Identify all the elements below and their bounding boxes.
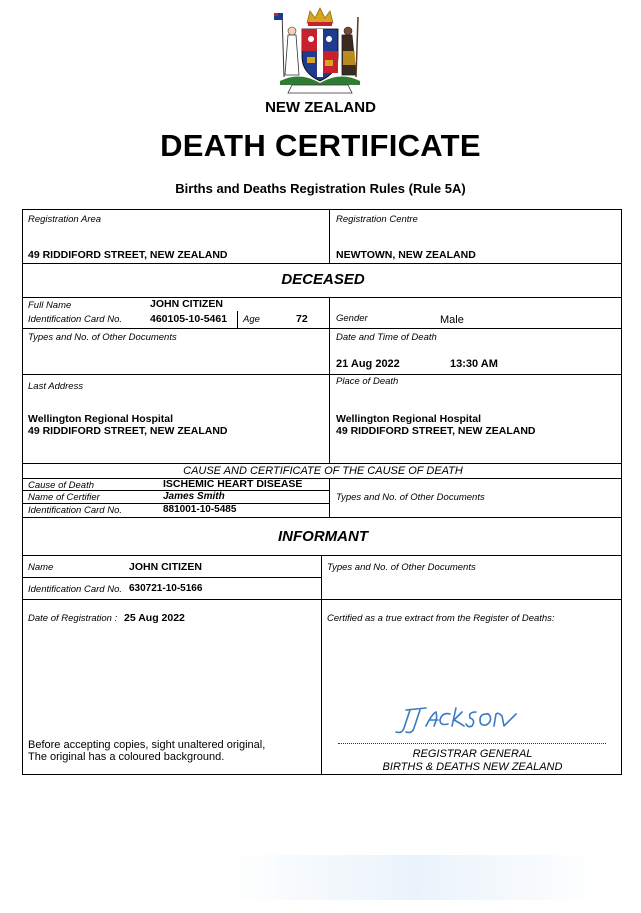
notice-line2: The original has a coloured background.: [28, 751, 225, 763]
coat-of-arms-icon: [270, 5, 370, 97]
last-address-line2: 49 RIDDIFORD STREET, NEW ZEALAND: [28, 425, 228, 437]
divider: [23, 328, 621, 329]
divider: [329, 210, 330, 263]
certifier-value: James Smith: [163, 491, 225, 502]
divider: [329, 297, 330, 463]
informant-heading: INFORMANT: [278, 528, 368, 545]
page-title: DEATH CERTIFICATE: [160, 128, 481, 163]
deceased-id-value: 460105-10-5461: [150, 313, 228, 325]
notice-line1: Before accepting copies, sight unaltered original,: [28, 739, 266, 751]
certificate-table: [22, 209, 622, 775]
registration-centre-value: NEWTOWN, NEW ZEALAND: [336, 249, 476, 261]
gender-value: Male: [440, 314, 464, 326]
registration-centre-label: Registration Centre: [336, 214, 418, 225]
registration-area-label: Registration Area: [28, 214, 102, 225]
last-address-line1: Wellington Regional Hospital: [28, 413, 174, 425]
rules-subtitle: Births and Deaths Registration Rules (Rule 5A): [175, 181, 466, 196]
divider: [23, 297, 621, 298]
age-value: 72: [296, 313, 308, 325]
cause-label: Cause of Death: [28, 480, 95, 491]
registrar-title: REGISTRAR GENERAL: [412, 748, 533, 760]
deceased-other-docs-label: Types and No. of Other Documents: [28, 332, 177, 343]
certifier-id-label: Identification Card No.: [28, 505, 122, 516]
divider: [23, 599, 621, 600]
divider: [23, 577, 321, 578]
full-name-value: JOHN CITIZEN: [150, 298, 223, 310]
full-name-label: Full Name: [28, 300, 72, 311]
last-address-label: Last Address: [28, 381, 84, 392]
certified-statement: Certified as a true extract from the Register of Deaths:: [327, 613, 555, 624]
divider: [23, 478, 621, 479]
certifier-label: Name of Certifier: [28, 492, 100, 503]
age-label: Age: [243, 314, 260, 325]
cause-other-docs-label: Types and No. of Other Documents: [336, 492, 485, 503]
place-of-death-line2: 49 RIDDIFORD STREET, NEW ZEALAND: [336, 425, 536, 437]
place-of-death-label: Place of Death: [336, 376, 399, 387]
deceased-id-label: Identification Card No.: [28, 314, 122, 325]
divider: [23, 263, 621, 264]
country-heading: NEW ZEALAND: [265, 99, 376, 116]
divider: [23, 463, 621, 464]
place-of-death-line1: Wellington Regional Hospital: [336, 413, 482, 425]
divider: [23, 517, 621, 518]
date-of-registration-value: 25 Aug 2022: [124, 612, 185, 624]
death-datetime-label: Date and Time of Death: [336, 332, 437, 343]
cause-value: ISCHEMIC HEART DISEASE: [163, 478, 303, 490]
informant-other-docs-label: Types and No. of Other Documents: [327, 562, 476, 573]
divider: [237, 311, 238, 328]
coloured-background-strip: [225, 855, 605, 900]
death-time-value: 13:30 AM: [450, 358, 498, 370]
divider: [329, 478, 330, 517]
divider: [23, 555, 621, 556]
informant-id-label: Identification Card No.: [28, 584, 122, 595]
death-date-value: 21 Aug 2022: [336, 358, 400, 370]
date-of-registration-label: Date of Registration :: [28, 613, 118, 624]
deceased-heading: DECEASED: [281, 271, 365, 288]
divider: [321, 555, 322, 774]
gender-label: Gender: [336, 313, 368, 324]
informant-name-label: Name: [28, 562, 54, 573]
registrar-subtitle: BIRTHS & DEATHS NEW ZEALAND: [382, 761, 563, 773]
cause-heading: CAUSE AND CERTIFICATE OF THE CAUSE OF DEATH: [183, 465, 463, 477]
registrar-signature: [386, 700, 536, 740]
certifier-id-value: 881001-10-5485: [163, 504, 237, 515]
divider: [23, 374, 621, 375]
informant-name-value: JOHN CITIZEN: [129, 561, 202, 573]
informant-id-value: 630721-10-5166: [129, 583, 203, 594]
signature-line: [338, 743, 606, 744]
registration-area-value: 49 RIDDIFORD STREET, NEW ZEALAND: [28, 249, 228, 261]
